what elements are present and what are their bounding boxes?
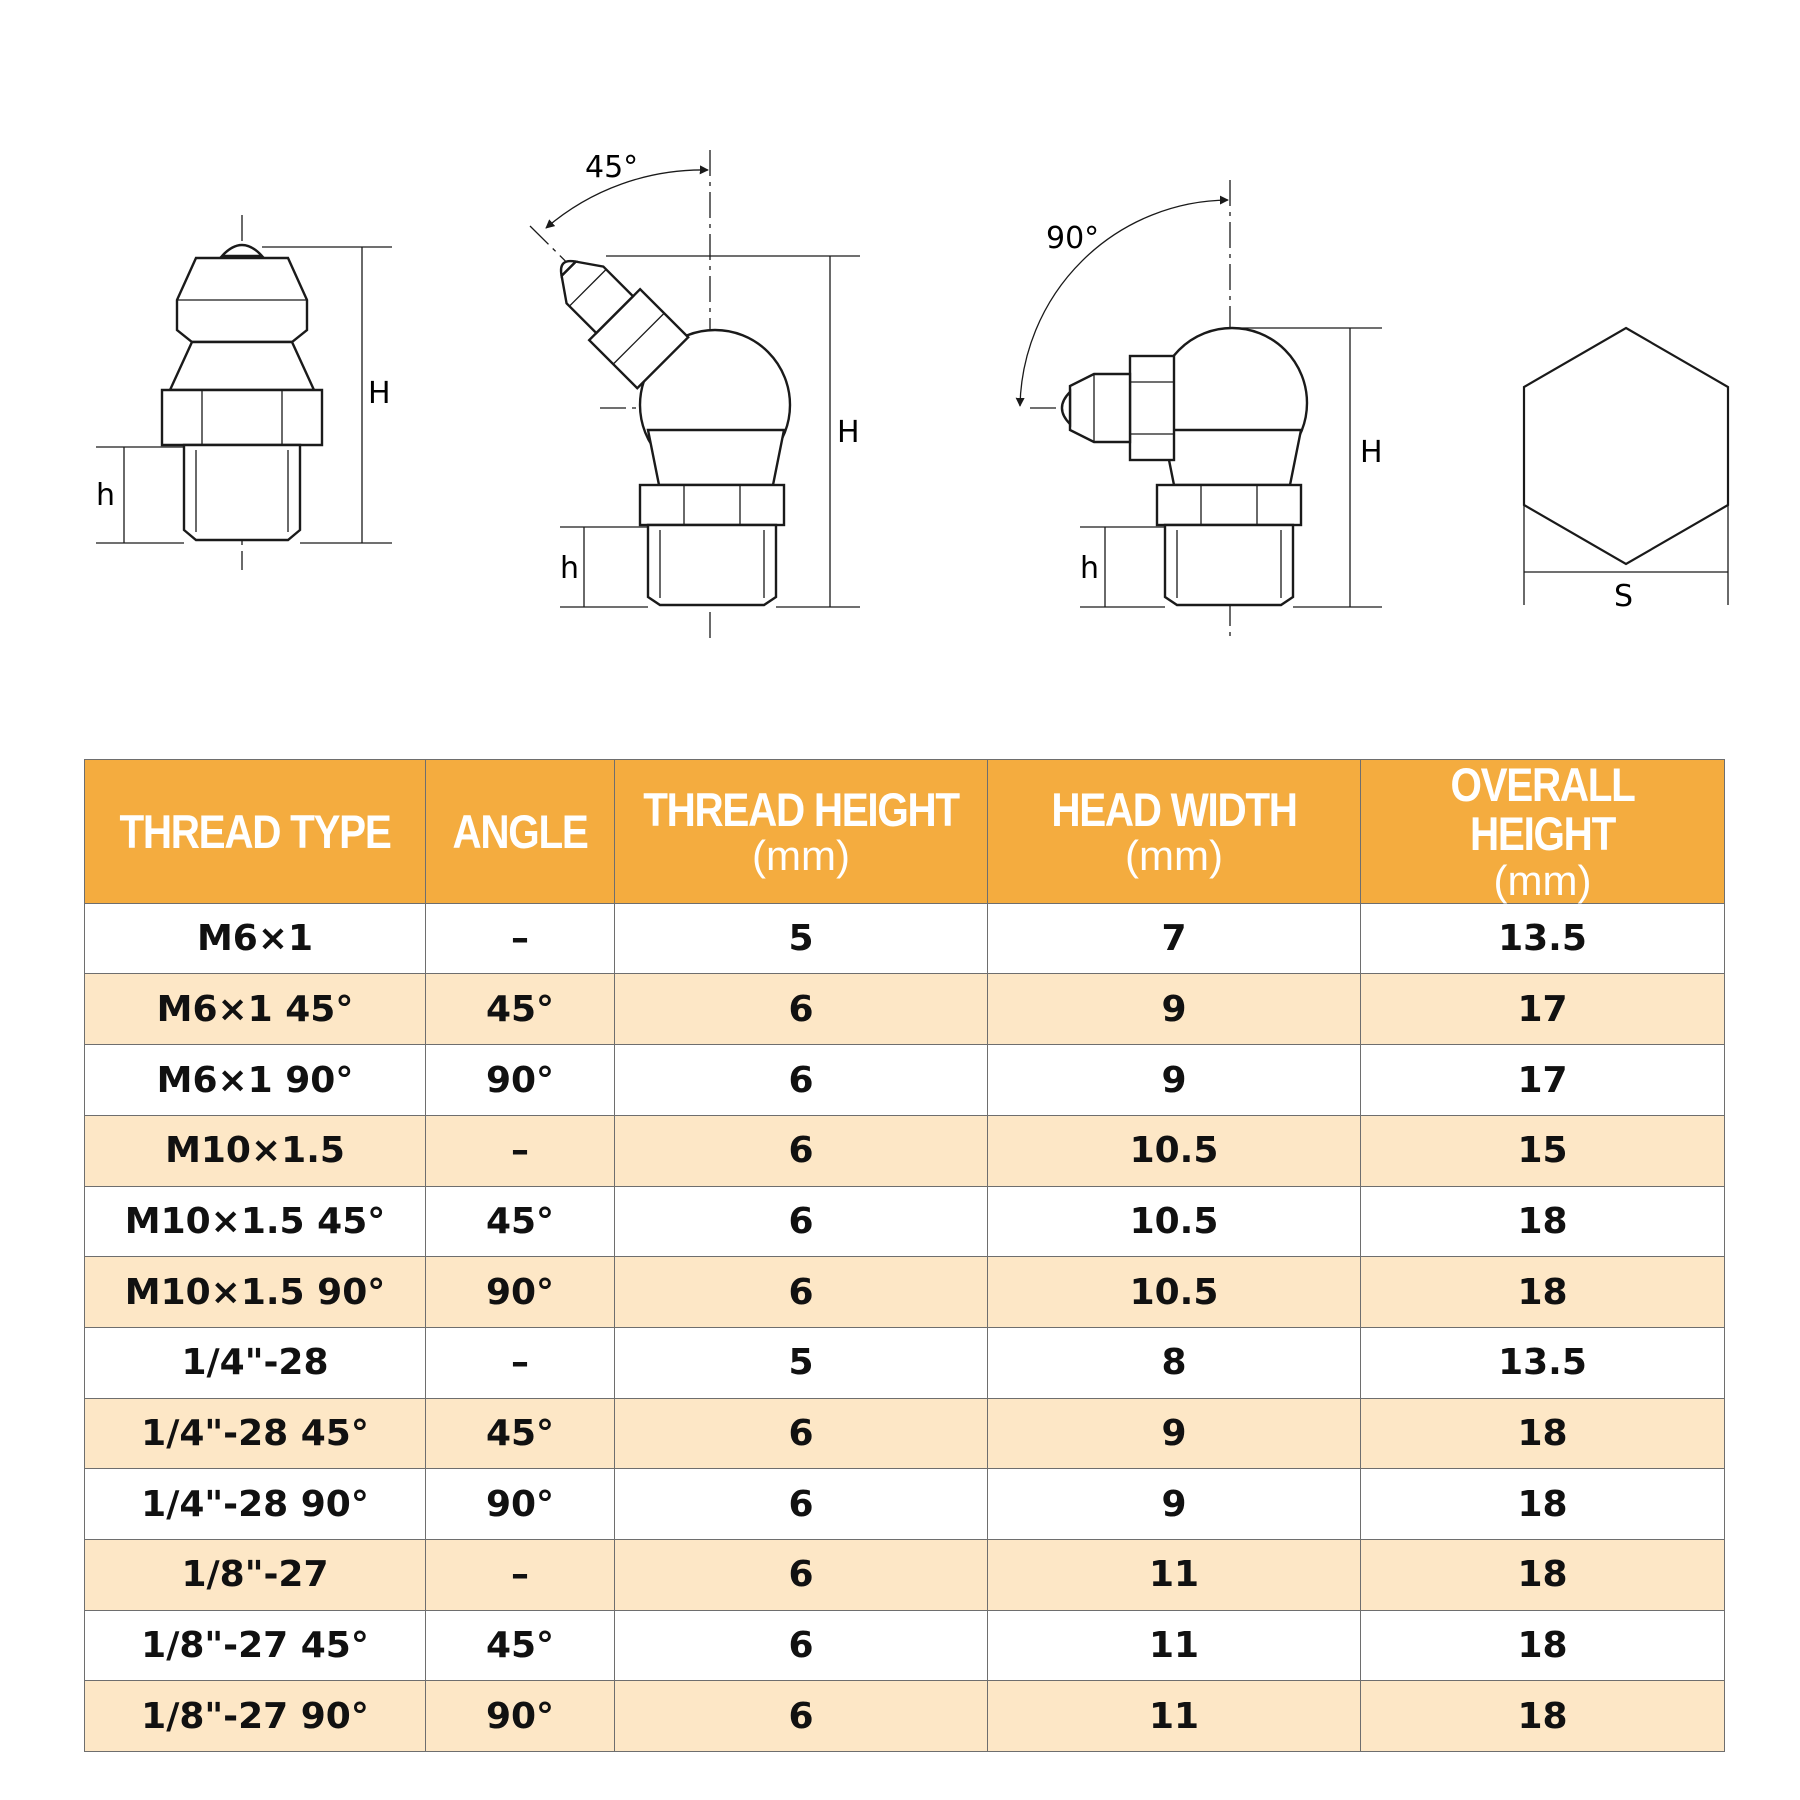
cell-head-width: 9: [988, 1045, 1361, 1116]
cell-thread-type: M10×1.5 90°: [85, 1257, 426, 1328]
cell-head-width: 9: [988, 974, 1361, 1045]
cell-thread-type: M10×1.5 45°: [85, 1186, 426, 1257]
spec-table: [84, 759, 1725, 1752]
cell-angle: 45°: [426, 1610, 615, 1681]
cell-thread-type: M6×1: [85, 903, 426, 974]
table-row: [85, 1398, 1725, 1469]
table-row: [85, 974, 1725, 1045]
straight-fitting-drawing: [96, 215, 392, 570]
cell-angle: 45°: [426, 974, 615, 1045]
table-row: [85, 1115, 1725, 1186]
cell-thread-height: 6: [615, 1610, 988, 1681]
cell-angle: 45°: [426, 1398, 615, 1469]
cell-thread-height: 6: [615, 1469, 988, 1540]
cell-thread-type: 1/4"-28 45°: [85, 1398, 426, 1469]
cell-head-width: 11: [988, 1539, 1361, 1610]
cell-overall-height: 18: [1361, 1610, 1725, 1681]
header-thread-type: THREAD TYPE: [85, 760, 426, 904]
angle45-height-label: H: [837, 415, 860, 450]
cell-head-width: 11: [988, 1610, 1361, 1681]
straight-height-label: H: [368, 376, 391, 411]
cell-thread-height: 5: [615, 903, 988, 974]
table-row: [85, 1045, 1725, 1116]
cell-thread-type: 1/4"-28: [85, 1327, 426, 1398]
hex-width-label: S: [1614, 579, 1634, 614]
angle90-thread-label: h: [1080, 551, 1100, 586]
cell-thread-height: 6: [615, 1257, 988, 1328]
cell-thread-type: M10×1.5: [85, 1115, 426, 1186]
cell-angle: 45°: [426, 1186, 615, 1257]
table-row: [85, 1469, 1725, 1540]
angle45-thread-label: h: [560, 551, 580, 586]
cell-angle: 90°: [426, 1257, 615, 1328]
cell-thread-type: M6×1 45°: [85, 974, 426, 1045]
header-thread-height: THREAD HEIGHT (mm): [615, 760, 988, 904]
cell-thread-type: 1/8"-27: [85, 1539, 426, 1610]
cell-head-width: 9: [988, 1469, 1361, 1540]
table-row: [85, 1539, 1725, 1610]
cell-head-width: 10.5: [988, 1186, 1361, 1257]
cell-angle: –: [426, 1539, 615, 1610]
table-row: [85, 1327, 1725, 1398]
header-head-width: HEAD WIDTH (mm): [988, 760, 1361, 904]
cell-angle: 90°: [426, 1469, 615, 1540]
cell-head-width: 11: [988, 1681, 1361, 1752]
fitting-drawings: [0, 0, 1800, 720]
table-row: [85, 903, 1725, 974]
cell-overall-height: 18: [1361, 1469, 1725, 1540]
cell-overall-height: 13.5: [1361, 1327, 1725, 1398]
cell-overall-height: 17: [1361, 974, 1725, 1045]
header-overall-height: OVERALL HEIGHT (mm): [1361, 760, 1725, 904]
cell-angle: –: [426, 1327, 615, 1398]
cell-head-width: 8: [988, 1327, 1361, 1398]
angle90-fitting-drawing: [1020, 180, 1383, 640]
cell-overall-height: 18: [1361, 1539, 1725, 1610]
cell-angle: –: [426, 903, 615, 974]
hex-head-drawing: [1524, 328, 1728, 614]
cell-thread-height: 5: [615, 1327, 988, 1398]
angle45-angle-label: 45°: [585, 150, 639, 185]
cell-angle: 90°: [426, 1045, 615, 1116]
table-row: [85, 1681, 1725, 1752]
cell-thread-height: 6: [615, 1045, 988, 1116]
angle45-fitting-drawing: [530, 150, 860, 640]
straight-thread-label: h: [96, 478, 116, 513]
cell-thread-type: 1/4"-28 90°: [85, 1469, 426, 1540]
cell-overall-height: 18: [1361, 1681, 1725, 1752]
cell-head-width: 10.5: [988, 1257, 1361, 1328]
table-row: [85, 1610, 1725, 1681]
cell-thread-height: 6: [615, 1115, 988, 1186]
angle90-angle-label: 90°: [1046, 221, 1100, 256]
cell-head-width: 9: [988, 1398, 1361, 1469]
cell-head-width: 7: [988, 903, 1361, 974]
table-row: [85, 1257, 1725, 1328]
cell-overall-height: 18: [1361, 1186, 1725, 1257]
cell-thread-height: 6: [615, 1681, 988, 1752]
cell-angle: 90°: [426, 1681, 615, 1752]
cell-thread-height: 6: [615, 1186, 988, 1257]
cell-overall-height: 18: [1361, 1398, 1725, 1469]
cell-overall-height: 18: [1361, 1257, 1725, 1328]
cell-thread-height: 6: [615, 974, 988, 1045]
cell-thread-type: M6×1 90°: [85, 1045, 426, 1116]
angle90-height-label: H: [1360, 435, 1383, 470]
cell-thread-height: 6: [615, 1398, 988, 1469]
cell-overall-height: 13.5: [1361, 903, 1725, 974]
cell-head-width: 10.5: [988, 1115, 1361, 1186]
cell-overall-height: 15: [1361, 1115, 1725, 1186]
table-row: [85, 1186, 1725, 1257]
cell-angle: –: [426, 1115, 615, 1186]
table-header-row: [85, 760, 1725, 904]
header-angle: ANGLE: [426, 760, 615, 904]
cell-thread-height: 6: [615, 1539, 988, 1610]
cell-thread-type: 1/8"-27 90°: [85, 1681, 426, 1752]
cell-thread-type: 1/8"-27 45°: [85, 1610, 426, 1681]
cell-overall-height: 17: [1361, 1045, 1725, 1116]
